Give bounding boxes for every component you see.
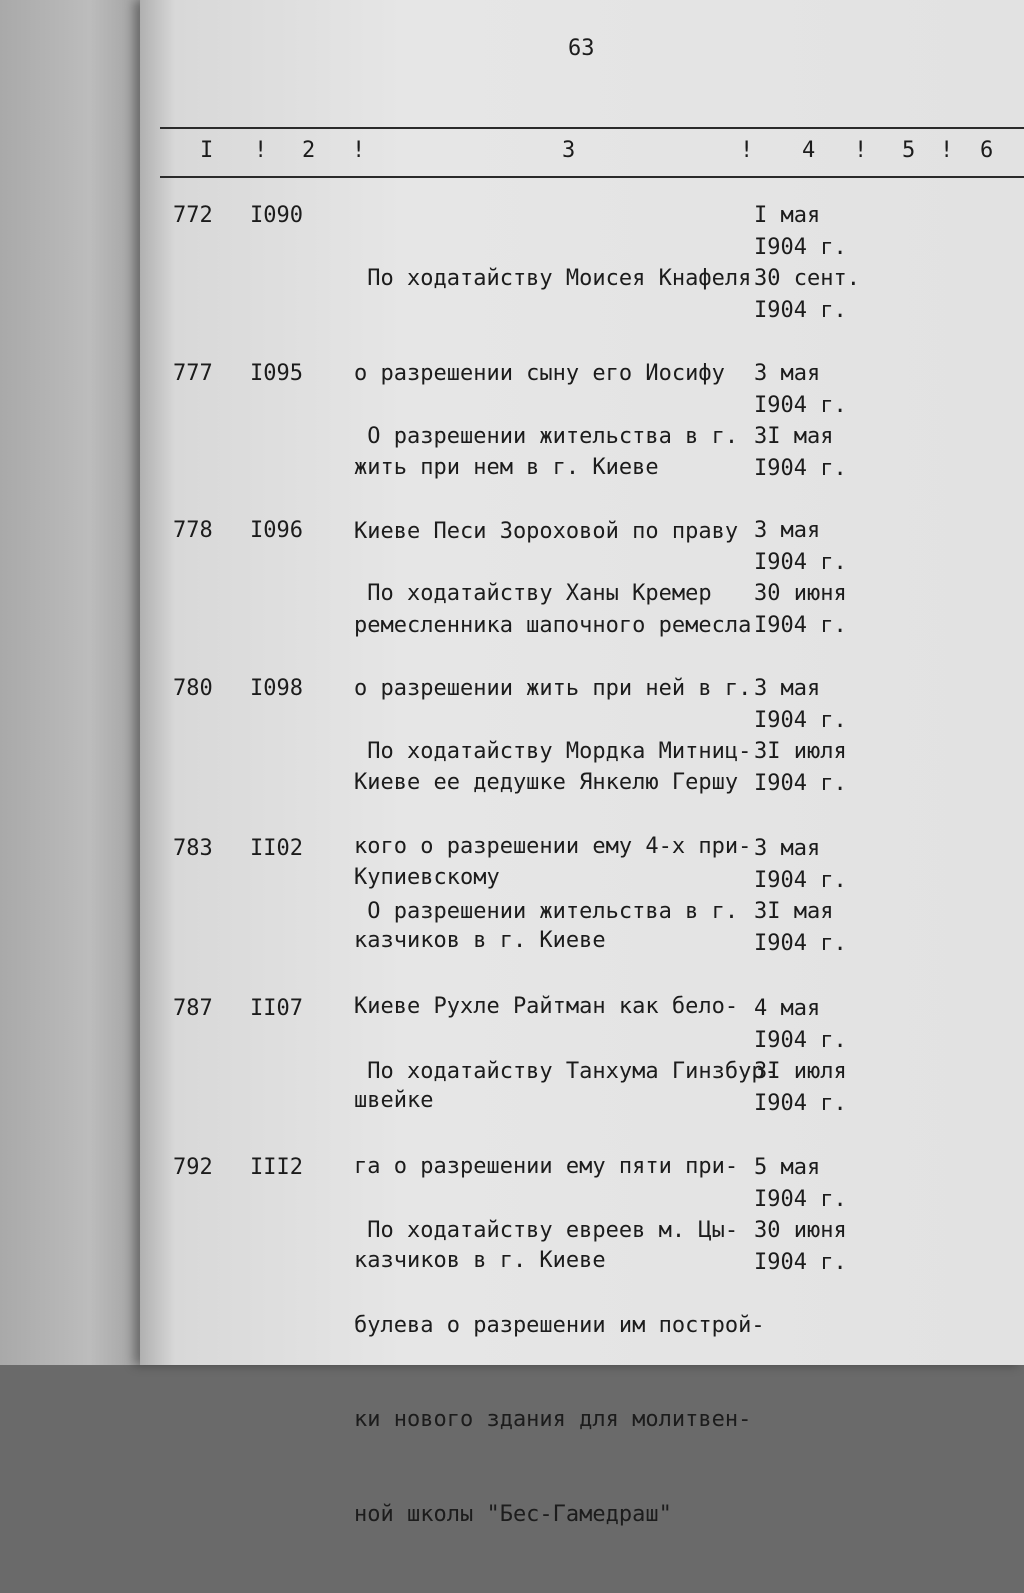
entry-number: 778 <box>173 518 213 543</box>
column-header-2: 2 <box>302 138 316 163</box>
entry-number: 780 <box>173 676 213 701</box>
date-line: I904 г. <box>754 297 847 323</box>
date-line: 4 мая <box>754 996 821 1021</box>
case-number: I090 <box>250 203 303 228</box>
description-line: о разрешении жить при ней в г. <box>354 675 752 701</box>
column-header-5: 5 <box>902 138 916 163</box>
description-line: ной школы "Бес-Гамедраш" <box>354 1501 672 1527</box>
date-line: 30 сент. <box>754 266 860 291</box>
description-line: Купиевскому <box>354 864 500 890</box>
entry-dates <box>754 200 864 326</box>
case-number: II07 <box>250 996 303 1021</box>
description-line: о разрешении сыну его Иосифу <box>354 360 725 386</box>
case-number: I098 <box>250 676 303 701</box>
entry-description <box>354 1152 765 1593</box>
header-rule-bottom <box>160 176 1024 178</box>
description-line: булева о разрешении им построй- <box>354 1312 765 1338</box>
case-number: I096 <box>250 518 303 543</box>
column-separator: ! <box>740 138 754 163</box>
entry-dates <box>754 358 864 484</box>
column-separator: ! <box>352 138 366 163</box>
date-line: I904 г. <box>754 930 847 956</box>
description-line: О разрешении жительства в г. <box>354 899 739 924</box>
column-header-4: 4 <box>802 138 816 163</box>
entry-number: 777 <box>173 361 213 386</box>
date-line: 3I мая <box>754 899 834 924</box>
entry-dates <box>754 673 864 799</box>
description-line: казчиков в г. Киеве <box>354 1248 606 1273</box>
description-line: Киеве ее дедушке Янкелю Гершу <box>354 770 739 795</box>
entry-dates <box>754 515 864 641</box>
description-line: По ходатайству Ханы Кремер <box>354 581 712 606</box>
column-separator: ! <box>854 138 868 163</box>
description-line: По ходатайству Моисея Кнафеля <box>354 266 752 291</box>
date-line: 5 мая <box>754 1155 821 1180</box>
date-line: 3 мая <box>754 361 821 386</box>
entry-dates <box>754 833 864 959</box>
entry-number: 772 <box>173 203 213 228</box>
description-line: Киеве Рухле Райтман как бело- <box>354 993 739 1019</box>
page-number: 63 <box>568 36 595 61</box>
date-line: 3I мая <box>754 424 834 449</box>
description-line: кого о разрешении ему 4-х при- <box>354 833 752 859</box>
description-line: По ходатайству Мордка Митниц- <box>354 739 752 764</box>
date-line: I904 г. <box>754 392 847 418</box>
date-line: I904 г. <box>754 707 847 733</box>
date-line: 3I июля <box>754 739 847 764</box>
date-line: 3I июля <box>754 1059 847 1084</box>
date-line: I904 г. <box>754 1249 847 1275</box>
date-line: I мая <box>754 203 821 228</box>
description-line: По ходатайству Танхума Гинзбур- <box>354 1059 778 1084</box>
case-number: III2 <box>250 1155 303 1180</box>
date-line: 3 мая <box>754 518 821 543</box>
description-line: швейке <box>354 1088 434 1113</box>
description-line: жить при нем в г. Киеве <box>354 455 659 480</box>
entry-dates <box>754 1152 864 1278</box>
entry-number: 783 <box>173 836 213 861</box>
description-line: ремесленника шапочного ремесла <box>354 613 752 638</box>
entry-number: 792 <box>173 1155 213 1180</box>
date-line: I904 г. <box>754 1027 847 1053</box>
column-separator: ! <box>254 138 268 163</box>
description-line: га о разрешении ему пяти при- <box>354 1153 739 1179</box>
date-line: 30 июня <box>754 1218 847 1243</box>
entry-number: 787 <box>173 996 213 1021</box>
date-line: I904 г. <box>754 770 847 796</box>
entry-dates <box>754 993 864 1119</box>
date-line: 3 мая <box>754 676 821 701</box>
document-page <box>140 0 1024 1527</box>
case-number: I095 <box>250 361 303 386</box>
column-header-1: I <box>200 138 214 163</box>
date-line: I904 г. <box>754 867 847 893</box>
date-line: I904 г. <box>754 549 847 575</box>
description-line: Киеве Песи Зороховой по праву <box>354 518 739 544</box>
date-line: 3 мая <box>754 836 821 861</box>
date-line: 30 июня <box>754 581 847 606</box>
date-line: I904 г. <box>754 1186 847 1212</box>
description-line: казчиков в г. Киеве <box>354 928 606 953</box>
column-separator: ! <box>940 138 954 163</box>
header-rule-top <box>160 127 1024 129</box>
date-line: I904 г. <box>754 1090 847 1116</box>
facing-page-edge <box>0 0 150 1365</box>
description-line: О разрешении жительства в г. <box>354 424 739 449</box>
date-line: I904 г. <box>754 612 847 638</box>
case-number: II02 <box>250 836 303 861</box>
description-line: По ходатайству евреев м. Цы- <box>354 1218 739 1243</box>
description-line: ки нового здания для молитвен- <box>354 1407 752 1432</box>
date-line: I904 г. <box>754 234 847 260</box>
column-header-6: 6 <box>980 138 994 163</box>
date-line: I904 г. <box>754 455 847 481</box>
column-header-3: 3 <box>562 138 576 163</box>
